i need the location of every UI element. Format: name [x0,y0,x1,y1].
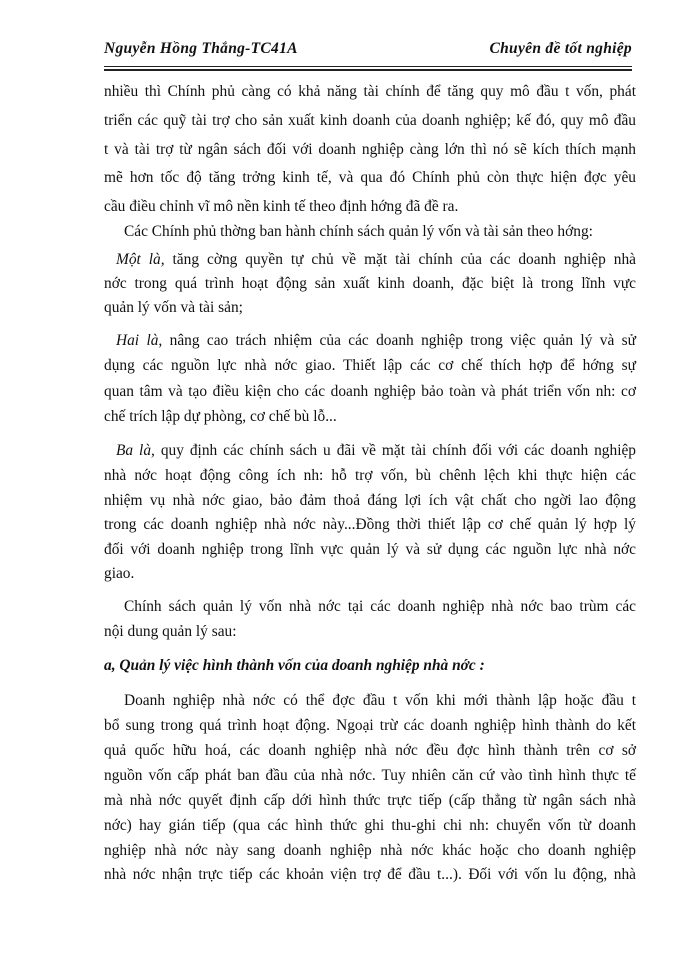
lead-third: Ba là, [116,442,155,459]
lead-third-text: quy định các chính sách u đãi về mặt tài chính đối với các doanh nghiệp [160,442,636,459]
header-author: Nguyễn Hồng Thắng-TC41A [104,40,298,57]
body-line: Các Chính phủ thờng ban hành chính sách quản lý vốn và tài sản theo hớng: [124,223,593,240]
body-line-lead [116,331,636,351]
body-line: nhiệm vụ nhà nớc giao, bảo đảm thoả đáng lợi ích vật chất cho ngời lao động [104,492,636,509]
body-line: nớc) hay gián tiếp (qua các hình thức ghi thu-ghi chi nh: chuyển vốn từ doanh [104,817,636,834]
body-line: t và tài trợ từ ngân sách đối với doanh nghiệp càng lớn thì nó sẽ kích thích mạnh [104,141,636,158]
header-rule-thin [104,66,632,67]
body-line: giao. [104,565,135,582]
header-title: Chuyên đề tốt nghiệp [489,40,632,57]
header-rule-thick [104,69,632,71]
body-line: mẽ hơn tốc độ tăng trởng kinh tế, và qua đó Chính phủ còn thực hiện đợc yêu [104,169,636,186]
section-heading: a, Quản lý việc hình thành vốn của doanh nghiệp nhà nớc : [104,657,485,674]
lead-second-text: nâng cao trách nhiệm của các doanh nghiệp trong việc quản lý và sử [169,332,636,349]
body-line: nội dung quản lý sau: [104,623,237,640]
body-line: cầu điều chỉnh vĩ mô nền kinh tế theo định hớng đã đề ra. [104,198,459,215]
body-line: Doanh nghiệp nhà nớc có thể đợc đầu t vốn khi mới thành lập hoặc đầu t [124,692,636,709]
body-line: triển các quỹ tài trợ cho sản xuất kinh doanh của doanh nghiệp; kế đó, quy mô đầu [104,112,636,129]
body-line: nhà nớc nhận trực tiếp các khoản viện trợ để đầu t...). Đối với vốn lu động, nhà [104,866,636,883]
body-line: nhà nớc hoạt động công ích nh: hỗ trợ vốn, bù chênh lệch khi thực hiện các [104,467,636,484]
body-line: trong các doanh nghiệp nhà nớc này...Đồng thời thiết lập cơ chế quản lý hợp lý [104,516,636,533]
lead-first: Một là, [116,251,165,268]
body-line: quản lý vốn và tài sản; [104,299,243,316]
body-line: mà nhà nớc quyết định cấp dới hình thức trực tiếp (cấp thẳng từ ngân sách nhà [104,792,636,809]
body-line: Chính sách quản lý vốn nhà nớc tại các doanh nghiệp nhà nớc bao trùm các [124,598,636,615]
body-line-lead [116,250,636,270]
lead-second: Hai là, [116,332,163,349]
body-line: quan tâm và tạo điều kiện cho các doanh nghiệp bảo toàn và phát triển vốn nh: cơ [104,383,636,400]
body-line: đối với doanh nghiệp trong lĩnh vực quản lý và sử dụng các nguồn lực nhà nớc [104,541,636,558]
body-line-lead [116,441,636,461]
body-line: quả quốc hữu hoá, các doanh nghiệp nhà nớc đều đợc hình thành trên cơ sở [104,742,636,759]
body-line: bổ sung trong quá trình hoạt động. Ngoại trừ các doanh nghiệp hình thành do kết [104,717,636,734]
body-line: dụng các nguồn lực nhà nớc giao. Thiết lập các cơ chế thích hợp để hớng sự [104,357,636,374]
body-line: chế trích lập dự phòng, cơ chế bù lỗ... [104,408,337,425]
lead-first-text: tăng cờng quyền tự chủ về mặt tài chính của các doanh nghiệp nhà [172,251,636,268]
body-line: nớc trong quá trình hoạt động sản xuất kinh doanh, đặc biệt là trong lĩnh vực [104,275,636,292]
page-header [104,40,632,66]
body-line: nguồn vốn cấp phát ban đầu của nhà nớc. Tuy nhiên căn cứ vào tình hình thực tế [104,767,636,784]
body-line: nhiều thì Chính phủ càng có khả năng tài chính để tăng quy mô đầu t vốn, phát [104,83,636,100]
body-line: nghiệp nhà nớc này sang doanh nghiệp nhà nớc khác hoặc cho doanh nghiệp [104,842,636,859]
